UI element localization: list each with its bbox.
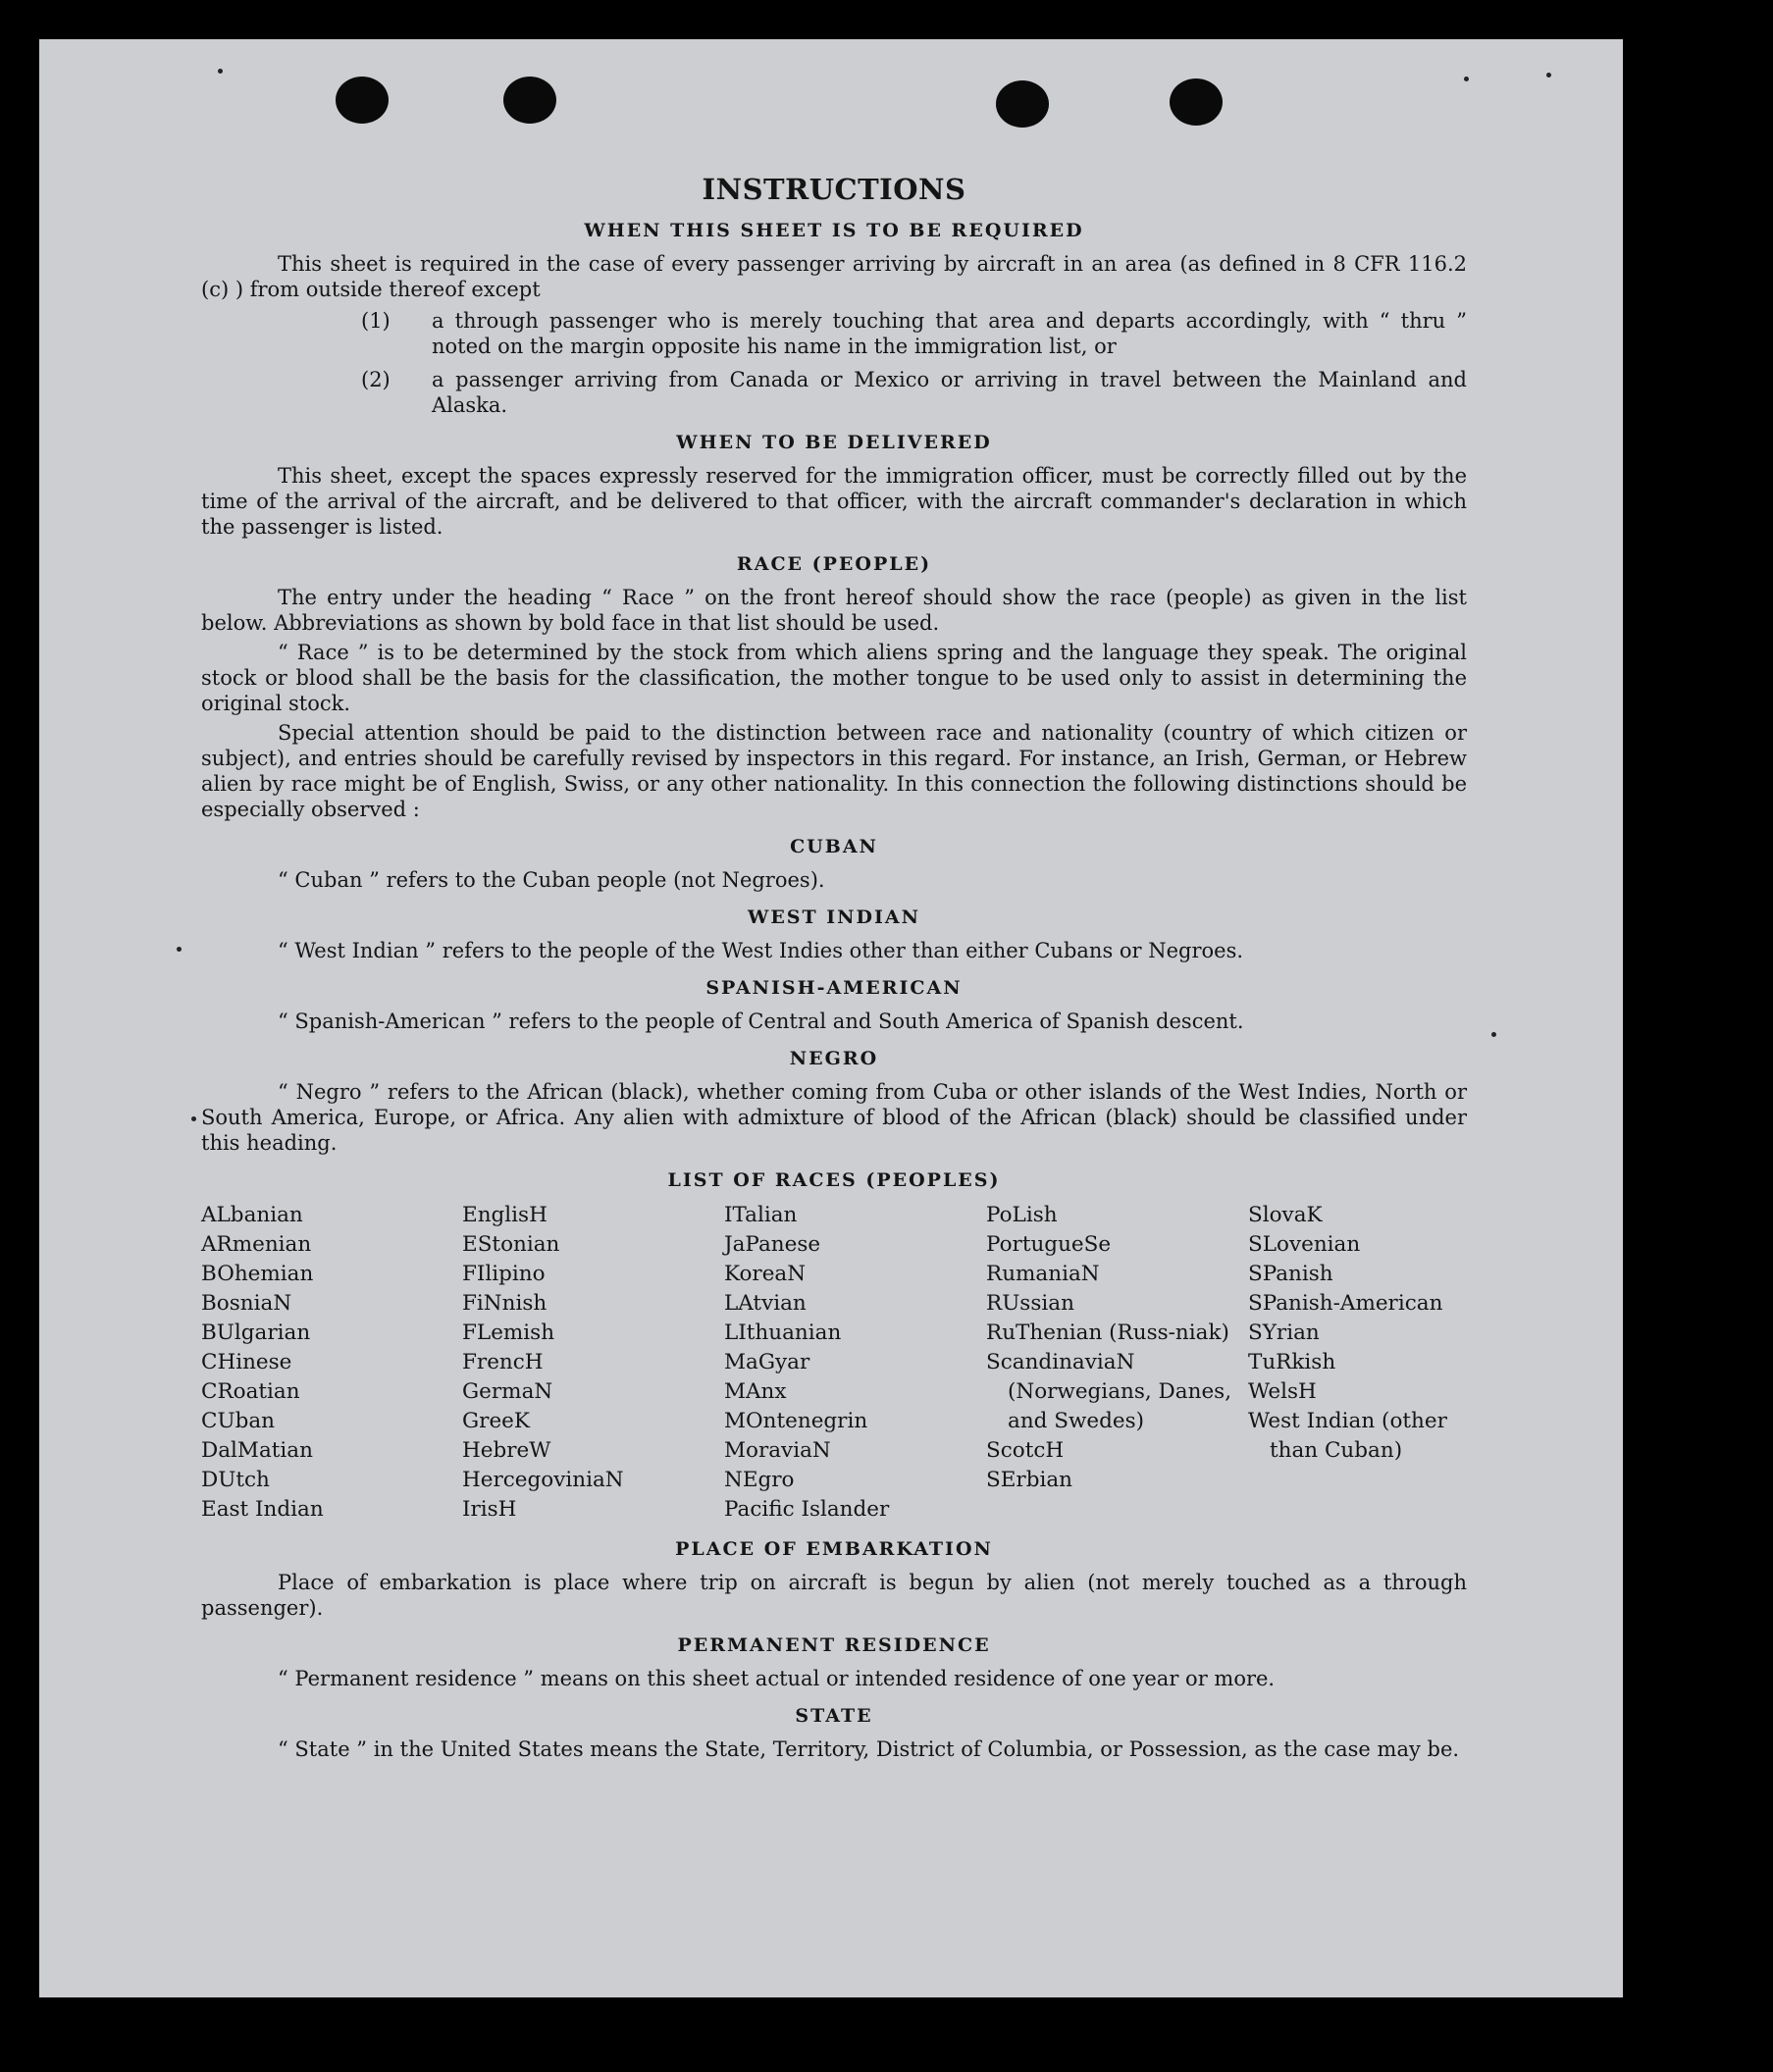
paragraph-race-2: “ Race ” is to be determined by the stock from which aliens spring and the language they speak. The original stock or blood shall be the basis for the classification, the mother tongue to be used only to assist in determining the original stock. [201,641,1467,715]
race-entry: BUlgarian [201,1321,311,1345]
instructions-content [201,167,1467,1766]
heading-spanish-american: SPANISH-AMERICAN [705,977,963,999]
race-entry: SLovenian [1248,1232,1361,1257]
race-entry: CHinese [201,1350,292,1374]
speck [191,1116,196,1121]
page-title: INSTRUCTIONS [702,173,966,206]
races-column [1248,1201,1493,1525]
paragraph-permanent-residence: “ Permanent residence ” means on this sheet actual or intended residence of one year or more. [278,1667,1276,1690]
race-entry: FiNnish [462,1291,548,1316]
item-number: (1) [361,309,391,333]
paragraph-spanish-american: “ Spanish-American ” refers to the people of Central and South America of Spanish descent. [278,1010,1244,1033]
race-entry: West Indian (other than Cuban) [1248,1409,1447,1463]
heading-negro: NEGRO [789,1048,879,1069]
race-entry: PoLish [986,1203,1058,1227]
race-entry: BOhemian [201,1262,314,1286]
race-entry: WelsH [1248,1379,1317,1404]
race-entry: RuThenian (Russ-niak) [986,1321,1229,1345]
race-entry: ScotcH [986,1438,1065,1463]
speck [1491,1032,1496,1037]
item-text: a through passenger who is merely touching that area and departs accordingly, with “ thru ” noted on the margin opposite his name in the immigration list, or [432,309,1467,358]
heading-cuban: CUBAN [790,836,878,857]
heading-race: RACE (PEOPLE) [736,553,932,575]
races-column [201,1201,462,1525]
race-entry: LIthuanian [724,1321,842,1345]
paragraph-race-1: The entry under the heading “ Race ” on the front hereof should show the race (people) as given in the list below. Abbreviations as shown by bold face in that list should be used. [201,586,1467,635]
paragraph-negro: “ Negro ” refers to the African (black), whether coming from Cuba or other islands of the West Indies, North or South America, Europe, or Africa. Any alien with admixture of blood of the African (black) should be classified under this heading. [201,1080,1467,1155]
race-entry: IrisH [462,1497,517,1522]
race-entry: SlovaK [1248,1203,1323,1227]
race-entry: EnglisH [462,1203,548,1227]
race-entry: MoraviaN [724,1438,831,1463]
race-entry: RumaniaN [986,1262,1100,1286]
heading-permanent-residence: PERMANENT RESIDENCE [677,1634,991,1656]
race-entry: ITalian [724,1203,798,1227]
race-entry: BosniaN [201,1291,292,1316]
race-entry: HercegoviniaN [462,1468,624,1492]
race-entry: FIlipino [462,1262,546,1286]
race-entry: SPanish [1248,1262,1333,1286]
race-entry: NEgro [724,1468,795,1492]
race-entry: KoreaN [724,1262,807,1286]
paragraph-delivered: This sheet, except the spaces expressly reserved for the immigration officer, must be correctly filled out by the time of the arrival of the aircraft, and be delivered to that officer, with the aircraft commander's declaration in which the passenger is listed. [201,464,1467,539]
heading-west-indian: WEST INDIAN [747,906,921,928]
race-entry: SPanish-American [1248,1291,1443,1316]
item-text: a passenger arriving from Canada or Mexico or arriving in travel between the Mainland and Alaska. [432,368,1467,417]
race-entry: MaGyar [724,1350,810,1374]
race-entry: EStonian [462,1232,560,1257]
race-entry: ARmenian [201,1232,312,1257]
paragraph-state: “ State ” in the United States means the State, Territory, District of Columbia, or Possession, as the case may be. [278,1737,1460,1761]
paragraph-required-intro: This sheet is required in the case of every passenger arriving by aircraft in an area (as defined in 8 CFR 116.2 (c) ) from outside thereof except [201,252,1467,301]
item-number: (2) [361,368,391,391]
race-entry: LAtvian [724,1291,807,1316]
race-entry: MOntenegrin [724,1409,868,1433]
races-column [462,1201,724,1525]
heading-list-of-races: LIST OF RACES (PEOPLES) [667,1169,1001,1191]
race-entry: East Indian [201,1497,324,1522]
race-entry: SYrian [1248,1321,1320,1345]
race-entry: ScandinaviaN (Norwegians, Danes, and Swedes) [986,1350,1232,1433]
race-entry: GreeK [462,1409,530,1433]
race-entry: DUtch [201,1468,270,1492]
races-list [201,1201,1467,1525]
paragraph-embarkation: Place of embarkation is place where trip on aircraft is begun by alien (not merely touched as a through passenger). [201,1571,1467,1620]
paragraph-race-3: Special attention should be paid to the distinction between race and nationality (country of which citizen or subject), and entries should be carefully revised by inspectors in this regard. For instance, an Irish, German, or Hebrew alien by race might be of English, Swiss, or any other nationality. In this connection the following distinctions should be especially observed : [201,721,1467,821]
race-entry: GermaN [462,1379,553,1404]
race-entry: CRoatian [201,1379,300,1404]
speck [218,69,223,74]
race-entry: FrencH [462,1350,544,1374]
race-entry: FLemish [462,1321,555,1345]
races-column [986,1201,1248,1525]
speck [1546,73,1551,78]
race-entry: RUssian [986,1291,1074,1316]
heading-state: STATE [795,1705,873,1727]
race-entry: JaPanese [724,1232,821,1257]
punch-hole [996,80,1049,128]
paragraph-cuban: “ Cuban ” refers to the Cuban people (not Negroes). [278,868,825,892]
race-entry: Pacific Islander [724,1497,890,1522]
race-entry: PortugueSe [986,1232,1112,1257]
races-column [724,1201,986,1525]
heading-when-required: WHEN THIS SHEET IS TO BE REQUIRED [584,220,1084,241]
punch-hole [503,77,556,124]
race-entry: ALbanian [201,1203,303,1227]
race-entry: CUban [201,1409,275,1433]
heading-embarkation: PLACE OF EMBARKATION [675,1538,993,1560]
punch-hole [336,77,389,124]
race-entry: TuRkish [1248,1350,1336,1374]
speck [1464,77,1469,81]
race-entry: HebreW [462,1438,551,1463]
list-item [201,367,1467,418]
list-item [201,308,1467,359]
speck [177,947,182,952]
punch-hole [1170,78,1223,126]
race-entry: MAnx [724,1379,787,1404]
paragraph-west-indian: “ West Indian ” refers to the people of the West Indies other than either Cubans or Negroes. [278,939,1244,962]
race-entry: DalMatian [201,1438,313,1463]
race-entry: SErbian [986,1468,1073,1492]
heading-when-delivered: WHEN TO BE DELIVERED [676,432,992,453]
